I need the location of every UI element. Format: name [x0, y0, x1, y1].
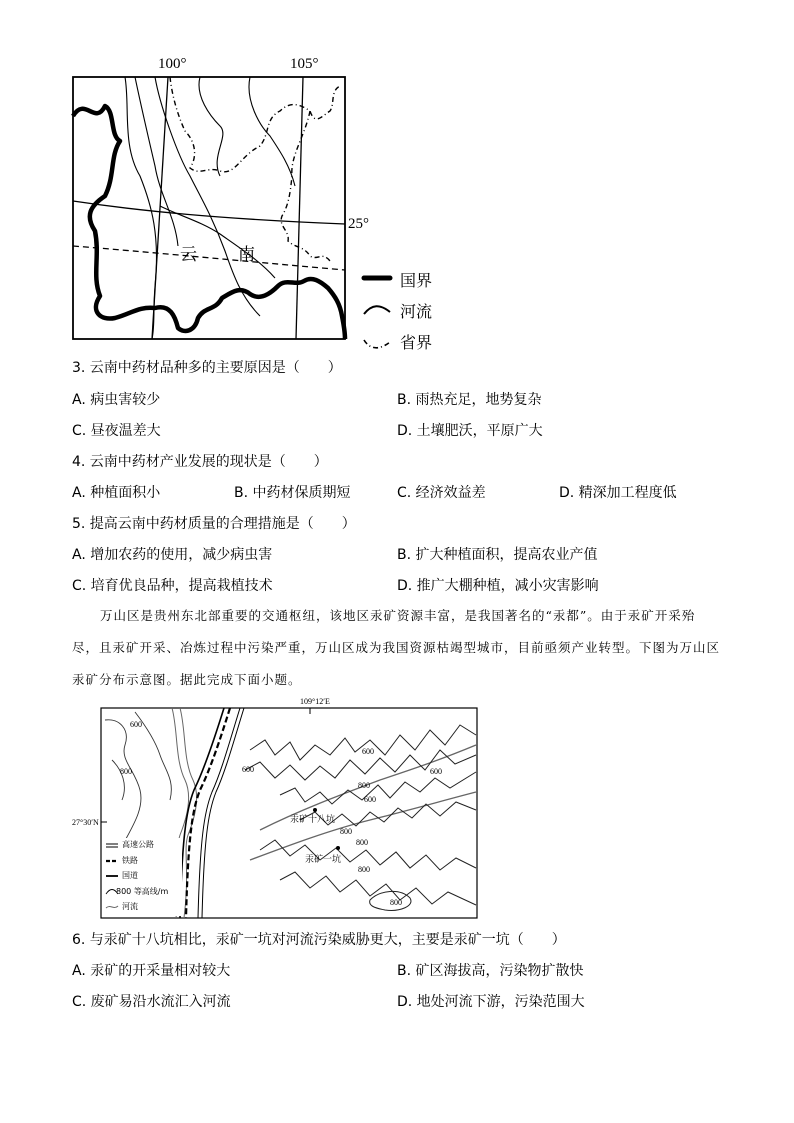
river-3	[155, 77, 260, 316]
legend-symbols	[360, 262, 400, 352]
legend-national-border: 国界	[400, 271, 433, 290]
mine1-label: 汞矿一坑	[305, 854, 342, 864]
contour-label-600-a: 600	[242, 765, 254, 774]
contour-label-800-e: 800	[390, 898, 402, 907]
contour-label-600-b: 600	[362, 747, 374, 756]
lat-25-label: 25°	[348, 216, 369, 232]
railway-line	[186, 708, 230, 918]
q6-option-a[interactable]: A. 汞矿的开采量相对较大	[72, 963, 231, 979]
tropic-line	[73, 246, 345, 270]
q4-option-c[interactable]: C. 经济效益差	[397, 485, 486, 501]
contour-ridge-6	[280, 872, 476, 905]
river-symbol	[364, 306, 390, 314]
contour-label-800-a: 800	[358, 781, 370, 790]
passage-text: 万山区是贵州东北部重要的交通枢纽，该地区汞矿资源丰富，是我国著名的“汞都”。由于汞矿开采殆尽，且汞矿开采、冶炼过程中污染严重，万山区成为我国资源枯竭型城市，目前亟须产业转型。下图为万山区汞矿分布示意图。据此完成下面小题。	[72, 608, 721, 687]
map2-lon-label: 109°12′E	[300, 697, 330, 706]
question-5-stem: 5. 提高云南中药材质量的合理措施是（ ）	[72, 516, 356, 532]
legend-highway: 高速公路	[122, 840, 154, 849]
question-6-stem: 6. 与汞矿十八坑相比，汞矿一坑对河流污染威胁更大，主要是汞矿一坑（ ）	[72, 932, 566, 948]
map2-legend	[102, 838, 182, 916]
lon-105-label: 105°	[290, 56, 319, 72]
contour-label-800-c: 800	[356, 838, 368, 847]
highway-2	[202, 708, 244, 918]
provincial-border	[170, 77, 340, 261]
wanshan-map	[100, 697, 480, 920]
question-4-stem: 4. 云南中药材产业发展的现状是（ ）	[72, 454, 328, 470]
q3-option-c[interactable]: C. 昼夜温差大	[72, 423, 161, 439]
q4-option-a[interactable]: A. 种植面积小	[72, 485, 161, 501]
province-label-yun: 云	[180, 245, 197, 265]
q5-option-b[interactable]: B. 扩大种植面积，提高农业产值	[397, 547, 598, 563]
yunnan-legend	[360, 262, 460, 352]
legend-river2: 河流	[122, 902, 138, 911]
contour-label-600-c: 600	[430, 767, 442, 776]
legend-provincial-border: 省界	[400, 333, 433, 352]
q5-option-d[interactable]: D. 推广大棚种植，减小灾害影响	[397, 578, 599, 594]
q5-option-c[interactable]: C. 培育优良品种，提高栽植技术	[72, 578, 273, 594]
q3-option-a[interactable]: A. 病虫害较少	[72, 392, 161, 408]
contour-label-800-d: 800	[358, 865, 370, 874]
q3-option-b[interactable]: B. 雨热充足，地势复杂	[397, 392, 542, 408]
mine18-label: 汞矿十八坑	[290, 814, 336, 824]
q4-option-d[interactable]: D. 精深加工程度低	[559, 485, 677, 501]
provincial-border-symbol	[364, 340, 390, 348]
contour-label-800-b: 800	[340, 827, 352, 836]
q6-option-b[interactable]: B. 矿区海拔高，污染物扩散快	[397, 963, 584, 979]
meridian-105	[296, 77, 303, 339]
legend-contour: 800 等高线/m	[116, 887, 169, 896]
q6-option-c[interactable]: C. 废矿易沿水流汇入河流	[72, 994, 231, 1010]
question-3-stem: 3. 云南中药材品种多的主要原因是（ ）	[72, 360, 342, 376]
legend-river: 河流	[400, 302, 433, 321]
q4-option-b[interactable]: B. 中药材保质期短	[234, 485, 351, 501]
province-label-nan: 南	[238, 245, 255, 265]
map-frame	[73, 77, 345, 339]
map2-lat-label: 27°30′N	[72, 818, 99, 827]
highway-1	[198, 708, 240, 918]
q6-option-d[interactable]: D. 地处河流下游，污染范围大	[397, 994, 585, 1010]
river-2	[135, 77, 178, 246]
contour-label-600-left: 600	[130, 720, 142, 729]
contour-label-600-d: 600	[364, 795, 376, 804]
legend-national-road: 国道	[122, 871, 138, 880]
q5-option-a[interactable]: A. 增加农药的使用，减少病虫害	[72, 547, 273, 563]
q3-option-d[interactable]: D. 土壤肥沃，平原广大	[397, 423, 543, 439]
river-4	[199, 77, 223, 176]
legend-railway: 铁路	[122, 856, 138, 865]
river-5	[249, 77, 295, 186]
mine1-marker	[336, 846, 340, 850]
lon-100-label: 100°	[158, 56, 187, 72]
contour-label-800-left: 800	[120, 767, 132, 776]
